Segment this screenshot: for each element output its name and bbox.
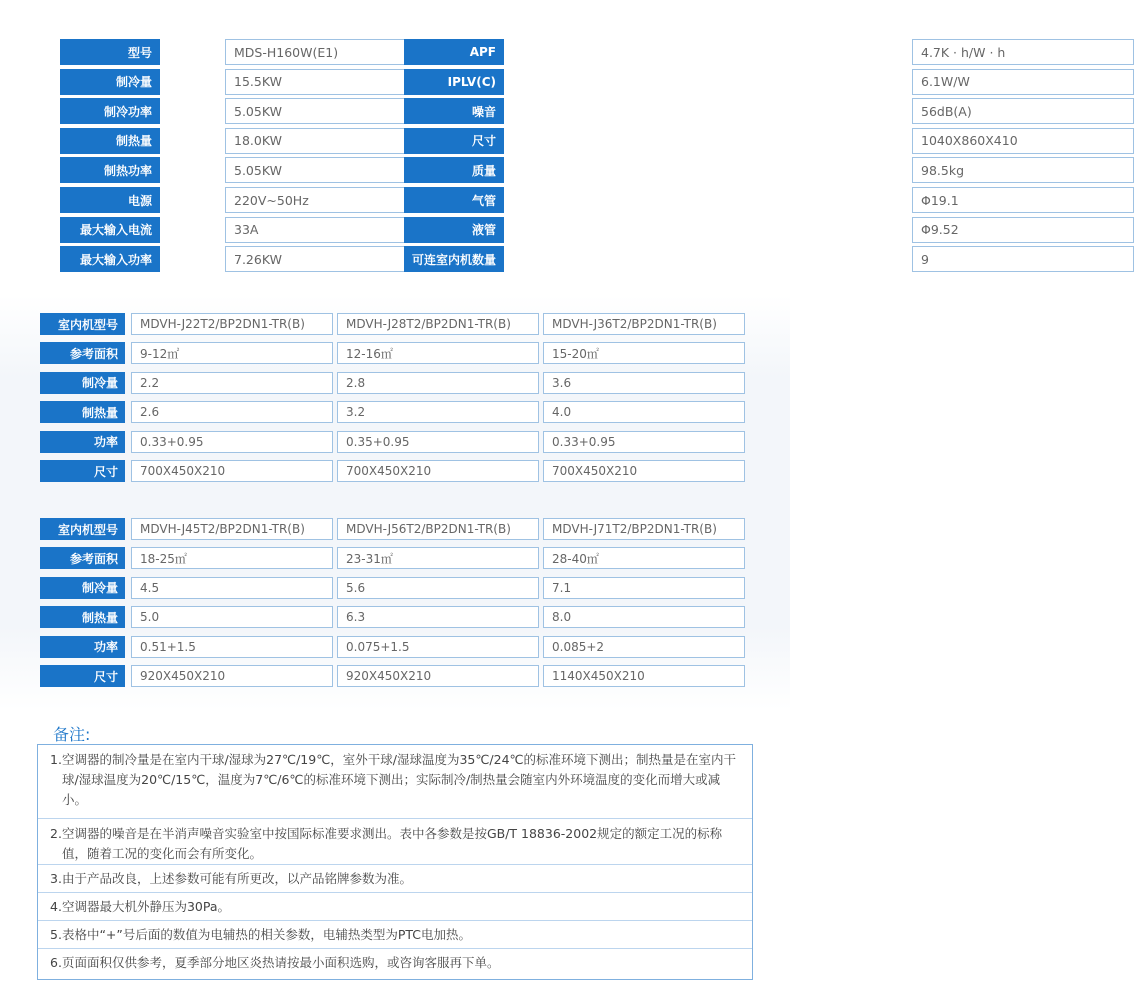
indoor-row-label: 功率 bbox=[40, 636, 125, 658]
indoor-cell: 0.33+0.95 bbox=[131, 431, 333, 453]
note-number: 5. bbox=[50, 927, 62, 942]
indoor-row-label: 尺寸 bbox=[40, 665, 125, 687]
indoor-cell: 0.35+0.95 bbox=[337, 431, 539, 453]
indoor-cell: 18-25㎡ bbox=[131, 547, 333, 569]
spec-value: 220V~50Hz bbox=[225, 187, 444, 213]
indoor-cell: 4.0 bbox=[543, 401, 745, 423]
indoor-cell: 0.085+2 bbox=[543, 636, 745, 658]
indoor-row-label: 参考面积 bbox=[40, 342, 125, 364]
note-text: 空调器最大机外静压为30Pa。 bbox=[61, 899, 230, 914]
note-text: 表格中“+”号后面的数值为电辅热的相关参数，电辅热类型为PTC电加热。 bbox=[61, 927, 472, 942]
indoor-cell: MDVH-J45T2/BP2DN1-TR(B) bbox=[131, 518, 333, 540]
notes-box bbox=[37, 744, 753, 980]
spec-label: 尺寸 bbox=[404, 128, 504, 154]
note-number: 1. bbox=[50, 752, 62, 767]
spec-label: 制热量 bbox=[60, 128, 160, 154]
spec-value: 5.05KW bbox=[225, 98, 444, 124]
spec-value: 6.1W/W bbox=[912, 69, 1134, 95]
note-item bbox=[38, 949, 752, 979]
spec-label: IPLV(C) bbox=[404, 69, 504, 95]
spec-label: 制冷功率 bbox=[60, 98, 160, 124]
indoor-cell: 2.8 bbox=[337, 372, 539, 394]
spec-label: APF bbox=[404, 39, 504, 65]
indoor-row-label: 室内机型号 bbox=[40, 313, 125, 335]
indoor-cell: 1140X450X210 bbox=[543, 665, 745, 687]
note-item bbox=[38, 819, 752, 865]
spec-label: 最大输入电流 bbox=[60, 217, 160, 243]
note-text: 由于产品改良，上述参数可能有所更改，以产品铭牌参数为准。 bbox=[61, 871, 412, 886]
indoor-cell: 28-40㎡ bbox=[543, 547, 745, 569]
note-item bbox=[38, 921, 752, 949]
indoor-cell: 920X450X210 bbox=[337, 665, 539, 687]
indoor-row-label: 功率 bbox=[40, 431, 125, 453]
indoor-cell: 2.2 bbox=[131, 372, 333, 394]
spec-label: 制热功率 bbox=[60, 157, 160, 183]
indoor-cell: MDVH-J71T2/BP2DN1-TR(B) bbox=[543, 518, 745, 540]
indoor-cell: 7.1 bbox=[543, 577, 745, 599]
indoor-row-label: 制冷量 bbox=[40, 372, 125, 394]
spec-value: 7.26KW bbox=[225, 246, 444, 272]
indoor-cell: 23-31㎡ bbox=[337, 547, 539, 569]
spec-label: 液管 bbox=[404, 217, 504, 243]
spec-value: 4.7K · h/W · h bbox=[912, 39, 1134, 65]
indoor-cell: MDVH-J56T2/BP2DN1-TR(B) bbox=[337, 518, 539, 540]
indoor-row-label: 制热量 bbox=[40, 606, 125, 628]
indoor-cell: 700X450X210 bbox=[131, 460, 333, 482]
indoor-cell: 700X450X210 bbox=[543, 460, 745, 482]
spec-value: Φ9.52 bbox=[912, 217, 1134, 243]
indoor-cell: 0.33+0.95 bbox=[543, 431, 745, 453]
spec-value: MDS-H160W(E1) bbox=[225, 39, 444, 65]
spec-value: 18.0KW bbox=[225, 128, 444, 154]
spec-label: 电源 bbox=[60, 187, 160, 213]
spec-value: 33A bbox=[225, 217, 444, 243]
spec-label: 质量 bbox=[404, 157, 504, 183]
spec-label: 噪音 bbox=[404, 98, 504, 124]
indoor-cell: 15-20㎡ bbox=[543, 342, 745, 364]
note-text: 空调器的噪音是在半消声噪音实验室中按国际标准要求测出。表中各参数是按GB/T 18836-2002规定的额定工况的标称值，随着工况的变化而会有所变化。 bbox=[61, 826, 723, 861]
spec-value: Φ19.1 bbox=[912, 187, 1134, 213]
spec-value: 1040X860X410 bbox=[912, 128, 1134, 154]
note-number: 4. bbox=[50, 899, 62, 914]
spec-label: 气管 bbox=[404, 187, 504, 213]
indoor-cell: 700X450X210 bbox=[337, 460, 539, 482]
indoor-cell: 4.5 bbox=[131, 577, 333, 599]
note-text: 空调器的制冷量是在室内干球/湿球为27℃/19℃，室外干球/湿球温度为35℃/24℃的标准环境下测出；制热量是在室内干球/湿球温度为20℃/15℃，温度为7℃/6℃的标准环境下测出；实际制冷/制热量会随室内外环境温度的变化而增大或减小。 bbox=[61, 752, 737, 807]
indoor-cell: 3.2 bbox=[337, 401, 539, 423]
note-item bbox=[38, 865, 752, 893]
spec-value: 5.05KW bbox=[225, 157, 444, 183]
indoor-cell: 6.3 bbox=[337, 606, 539, 628]
indoor-cell: 0.51+1.5 bbox=[131, 636, 333, 658]
indoor-cell: 5.6 bbox=[337, 577, 539, 599]
indoor-cell: 8.0 bbox=[543, 606, 745, 628]
indoor-cell: 9-12㎡ bbox=[131, 342, 333, 364]
note-number: 6. bbox=[50, 955, 62, 970]
notes-title: 备注: bbox=[53, 725, 91, 744]
spec-label: 最大输入功率 bbox=[60, 246, 160, 272]
indoor-cell: MDVH-J28T2/BP2DN1-TR(B) bbox=[337, 313, 539, 335]
indoor-row-label: 尺寸 bbox=[40, 460, 125, 482]
indoor-cell: 3.6 bbox=[543, 372, 745, 394]
indoor-row-label: 制热量 bbox=[40, 401, 125, 423]
note-item bbox=[38, 893, 752, 921]
indoor-cell: 0.075+1.5 bbox=[337, 636, 539, 658]
spec-value: 98.5kg bbox=[912, 157, 1134, 183]
spec-value: 15.5KW bbox=[225, 69, 444, 95]
indoor-cell: 12-16㎡ bbox=[337, 342, 539, 364]
indoor-cell: MDVH-J36T2/BP2DN1-TR(B) bbox=[543, 313, 745, 335]
note-text: 页面面积仅供参考，夏季部分地区炎热请按最小面积选购，或咨询客服再下单。 bbox=[61, 955, 500, 970]
note-item bbox=[38, 745, 752, 819]
indoor-cell: 5.0 bbox=[131, 606, 333, 628]
note-number: 2. bbox=[50, 826, 62, 841]
indoor-cell: 2.6 bbox=[131, 401, 333, 423]
spec-label: 制冷量 bbox=[60, 69, 160, 95]
spec-value: 56dB(A) bbox=[912, 98, 1134, 124]
indoor-row-label: 室内机型号 bbox=[40, 518, 125, 540]
indoor-cell: MDVH-J22T2/BP2DN1-TR(B) bbox=[131, 313, 333, 335]
indoor-row-label: 制冷量 bbox=[40, 577, 125, 599]
spec-label: 型号 bbox=[60, 39, 160, 65]
spec-value: 9 bbox=[912, 246, 1134, 272]
spec-label: 可连室内机数量 bbox=[404, 246, 504, 272]
indoor-row-label: 参考面积 bbox=[40, 547, 125, 569]
indoor-cell: 920X450X210 bbox=[131, 665, 333, 687]
note-number: 3. bbox=[50, 871, 62, 886]
